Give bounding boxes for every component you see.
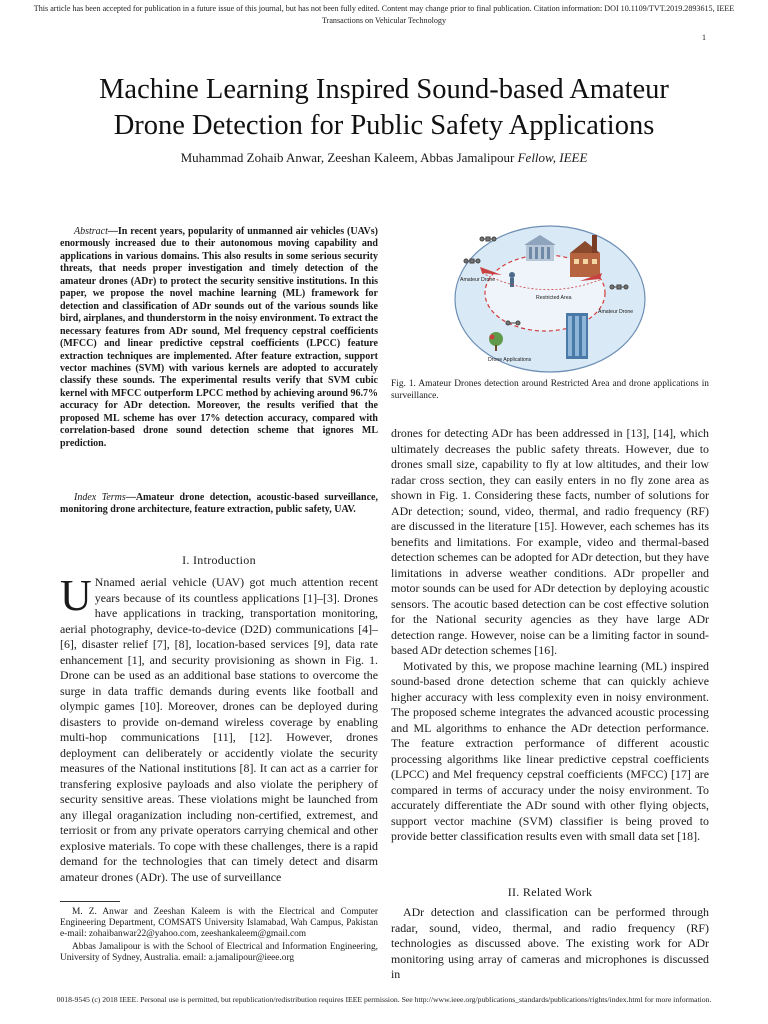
label-amateur-drone-right: Amateur Drone	[598, 309, 634, 315]
drone-icon-top	[480, 237, 496, 241]
page-number: 1	[702, 33, 706, 42]
title-line-2: Drone Detection for Public Safety Applications	[113, 110, 655, 141]
figure-1-caption: Fig. 1. Amateur Drones detection around Restricted Area and drone applications in surveillance.	[391, 379, 709, 401]
paper-title	[40, 72, 728, 144]
index-terms-lead: Index Terms	[74, 492, 126, 503]
introduction-body	[60, 571, 378, 885]
introduction-heading: I. Introduction	[182, 553, 256, 567]
index-terms-text: —Amateur drone detection, acoustic-based surveillance, monitoring drone architecture, feature extraction, public safety, UAV.	[60, 492, 378, 516]
related-work-paragraph: ADr detection and classification can be performed through radar, sound, video, thermal, and radio frequency (RF) technologies as discussed above. The existing work for ADr monitoring using array of cameras and microphones is discussed in	[391, 905, 709, 981]
copyright-footer: 0018-9545 (c) 2018 IEEE. Personal use is permitted, but republication/redistribution requires IEEE permission. See http://www.ieee.org/publications_standards/publications/rights/index.html for more information.	[56, 995, 712, 1004]
introduction-text: Nnamed aerial vehicle (UAV) got much attention recent years because of its countless applications [1]–[3]. Drones have applications in tracking, transportation monitoring, aerial photography, device-to-device (D2D) communications [4]–[6], disaster relief [7], [8], location-based services [9], data rate enhancement [1], and security provisioning as shown in Fig. 1. Drone can be used as an additional base stations to overcome the surge in data traffic demands during events like football and olympic games [10]. Moreover, drones can be deployed during disasters to provide on-demand wireless coverage by enabling multi-hop communications [11], [12]. However, drones deployment can deliberately or accidently violate the security measures of the National institutions [8]. It can act as a carrier for transfering explosive payloads and also violate the periphery of security sensitive areas. These violations might be launched from any illegal oraganization including non-certified, extremest, and terriosit or from any private operators carrying chemical and other explosive materials. To cope with these challenges, there is a rapid demand for the technologies that can timely detect and disarm amateur drones (ADr). The use of surveillance	[60, 575, 378, 884]
footnote-1: M. Z. Anwar and Zeeshan Kaleem is with the Electrical and Computer Engineering Department, COMSATS University Islamabad, Wah Campus, Pakistan e-mail: zohaibanwar22@yahoo.com, zeeshankaleem@gmail.com	[60, 907, 378, 940]
title-line-1: Machine Learning Inspired Sound-based Amateur	[99, 74, 669, 105]
abstract-text: —In recent years, popularity of unmanned air vehicles (UAVs) enormously increased due to their autonomous moving capability and applications in various domains. This also results in some serious security threats, that needs proper investigation and timely detection of the amateur drones (ADr) to protect the security sensitive institutions. In this paper, we propose the novel machine learning (ML) framework for detection and classification of ADr sounds out of the various sounds like bird, airplanes, and thunderstorm in the noisy environment. To extract the necessary features from ADr sound, Mel frequency cepstral coefficients (MFCC) and linear predictive cepstral coefficients (LPCC) feature extraction techniques are implemented. After feature extraction, support vector machines (SVM) with various kernels are adopted to accurately classify these sounds. The experimental results verify that SVM cubic kernel with MFCC outperform LPCC method by achieving around 96.7% accuracy for ADr detection. Moreover, the results verified that the proposed ML scheme has over 17% detection accuracy, compared with correlation-based drone sound detection scheme that ignores ML prediction.	[60, 226, 378, 449]
dropcap-letter: U	[60, 571, 92, 620]
label-amateur-drone-left: Amateur Drone	[460, 277, 496, 283]
introduction-paragraph	[60, 571, 378, 885]
abstract	[60, 226, 378, 450]
related-work-body	[391, 905, 709, 983]
drone-icon-right	[610, 285, 628, 289]
publication-notice	[14, 3, 754, 27]
skyscraper-icon	[566, 313, 588, 359]
right-column-body	[391, 426, 709, 845]
figure-1-illustration	[452, 223, 648, 375]
right-paragraph-1: drones for detecting ADr has been addressed in [13], [14], which ultimately decreases the public safety threats. However, due to drones small size, capability to fly at low altitudes, and their low radar cross section, they can easily enters in no fly zone area as shown in Fig. 1. Considering these facts, number of solutions for ADr detection; sound, video, thermal, and radio frequency (RF) are discussed in the literature [15]. However, each schemes has its benefits and limitations. For example, video and thermal-based detection schemes can be adopted for ADr detection, but they have limitations in adverse weather conditions. ADr propeller and motor sounds can be used for ADr detection by deploying acoustic sensors. The acoutic based detection can be cost effective solution for the National security agencies as they have large ADr detection range. However, noise can be a limiting factor in sound-based ADr detection schemes [16].	[391, 426, 709, 657]
notice-line-1: This article has been accepted for publication in a future issue of this journal, but has not been fully edited. Content may change prior to final publication. Citation information: DOI 10.1109/TVT.2019.2893615, IEEE	[33, 4, 735, 13]
right-paragraph-2: Motivated by this, we propose machine learning (ML) inspired sound-based drone detection scheme that can quickly achieve higher accuracy with less complexity even in noisy environment. The proposed scheme integrates the advanced acoustic processing and ML algorithms to enhance the ADr detection performance. The feature extraction performance of different acoustic processing algorithms like linear predictive cepstral coefficients (LPCC) and Mel frequency cepstral coefficients (MFCC) [17] are compared in terms of accuracy under the noisy environment. To accurately differentiate the ADr sound with other flying objects, support vector machine (SVM) classifier is being proved to provide better classification results even with small data set [18].	[391, 658, 709, 843]
notice-line-2: Transactions on Vehicular Technology	[321, 16, 447, 25]
author-suffix: Fellow, IEEE	[517, 150, 588, 165]
drone-icon-left	[464, 259, 480, 263]
label-drone-applications: Drone Applications	[488, 357, 532, 363]
abstract-lead: Abstract	[74, 226, 108, 237]
footnote-2: Abbas Jamalipour is with the School of Electrical and Information Engineering, University of Sydney, Australia. email: a.jamalipour@ieee.org	[60, 941, 378, 963]
related-work-heading: II. Related Work	[507, 885, 593, 899]
figure-1	[452, 223, 648, 375]
author-list	[40, 150, 728, 166]
index-terms	[60, 492, 378, 517]
label-restricted-area: Restricted Area	[536, 295, 572, 301]
footnote-divider	[60, 901, 120, 902]
author-names: Muhammad Zohaib Anwar, Zeeshan Kaleem, Abbas Jamalipour	[180, 150, 515, 165]
author-footnotes	[60, 907, 378, 965]
